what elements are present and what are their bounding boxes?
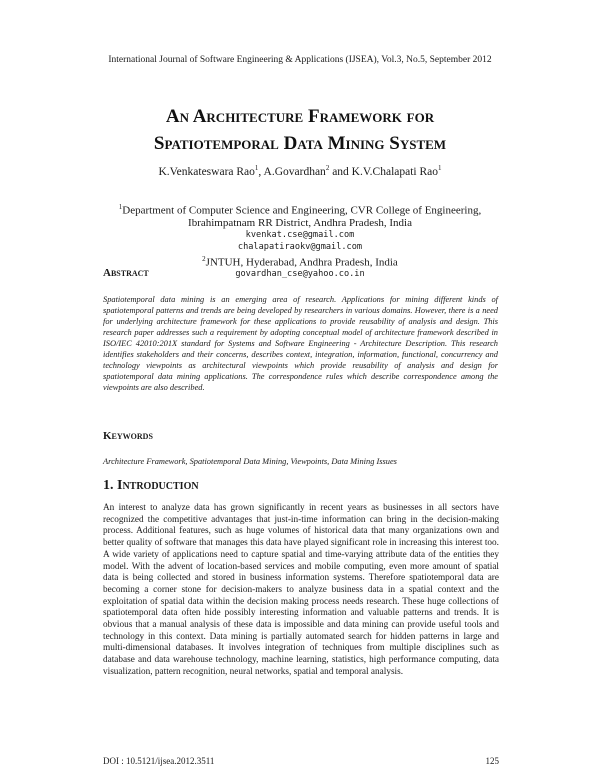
- affiliation-2-text: JNTUH, Hyderabad, Andhra Pradesh, India: [205, 256, 398, 269]
- author-3: K.V.Chalapati Rao: [351, 165, 439, 178]
- author-2-affil: 2: [325, 164, 330, 172]
- email-author-3[interactable]: chalapatiraokv@gmail.com: [237, 241, 363, 252]
- journal-header: International Journal of Software Engineering & Applications (IJSEA), Vol.3, No.5, September 2012: [108, 55, 492, 65]
- doi-label: DOI : 10.5121/ijsea.2012.3511: [103, 756, 215, 766]
- introduction-text: An interest to analyze data has grown significantly in recent years as businesses in all sectors have recognized the competitive advantages that just-in-time information can bring in the decision-making process. Additional features, such as huge volumes of historical data that many organizations own and better quality of software that manages this data have played significant role in increasing this interest too. A wide variety of applications need to capture spatial and time-varying attribute data of the entities they model. With the advent of location-based services and mobile computing, even more amount of spatial data is being collected and stored in business information systems. Therefore spatiotemporal data are becoming a corner stone for decision-makers to analyze business data in a spatial context and the exploitation of spatial data within the decision making process needs research. These huge collections of spatiotemporal data often hide possibly interesting information and valuable patterns and trends. It is obvious that a manual analysis of these data is impossible and data mining can provide useful tools and technology in this context. Data mining is partially automated search for hidden patterns in large and multi-dimensional databases. It involves integration of techniques from multiple disciplines such as database and data warehouse technology, machine learning, statistics, high performance computing, data visualization, pattern recognition, neural networks, spatial and temporal analysis.: [103, 503, 499, 677]
- email-author-2[interactable]: govardhan_cse@yahoo.co.in: [235, 269, 365, 280]
- author-2: A.Govardhan: [263, 165, 326, 178]
- affiliation-1-line-2: Ibrahimpatnam RR District, Andhra Pradesh, India: [188, 216, 412, 229]
- affiliation-1-mark: 1: [118, 203, 123, 211]
- title-line-2: Spatiotemporal Data Mining System: [153, 133, 447, 154]
- email-author-1[interactable]: kvenkat.cse@gmail.com: [245, 229, 355, 240]
- author-list: [0, 164, 600, 178]
- page-number: 125: [485, 756, 499, 766]
- paper-title: [0, 103, 600, 157]
- author-1: K.Venkateswara Rao: [158, 165, 255, 178]
- author-1-affil: 1: [254, 164, 259, 172]
- affiliation-1-text: Department of Computer Science and Engineering, CVR College of Engineering,: [122, 204, 482, 217]
- affiliations: [0, 201, 600, 280]
- affiliation-1-line-1: [0, 201, 600, 217]
- abstract-heading: Abstract: [103, 267, 149, 279]
- affiliation-2-mark: 2: [202, 254, 206, 263]
- title-line-1: An Architecture Framework for: [165, 106, 435, 127]
- keywords-text: Architecture Framework, Spatiotemporal Data Mining, Viewpoints, Data Mining Issues: [103, 457, 397, 466]
- author-3-affil: 1: [438, 164, 442, 172]
- affiliation-2-line-1: [0, 253, 600, 269]
- author-separator: and: [329, 165, 352, 178]
- abstract-text: Spatiotemporal data mining is an emerging area of research. Applications for mining different kinds of spatiotemporal patterns and trends are being developed by researchers in various domains. However, there is a need for underlying architecture framework for these applications to provide reusability of analysis and design. This research paper addresses such a requirement by adopting conceptual model of architecture framework described in ISO/IEC 42010:201X standard for Systems and Software Engineering - Architecture Description. This research identifies stakeholders and their concerns, describes context, integration, information, functional, concurrency and technology viewpoints as architectural viewpoints which provide reusability of analysis and design for spatiotemporal data mining applications. The correspondence rules which describe correspondence among the viewpoints are also described.: [103, 295, 498, 392]
- author-separator: ,: [258, 165, 264, 178]
- introduction-heading: 1. Introduction: [103, 478, 199, 493]
- keywords-heading: Keywords: [103, 430, 153, 442]
